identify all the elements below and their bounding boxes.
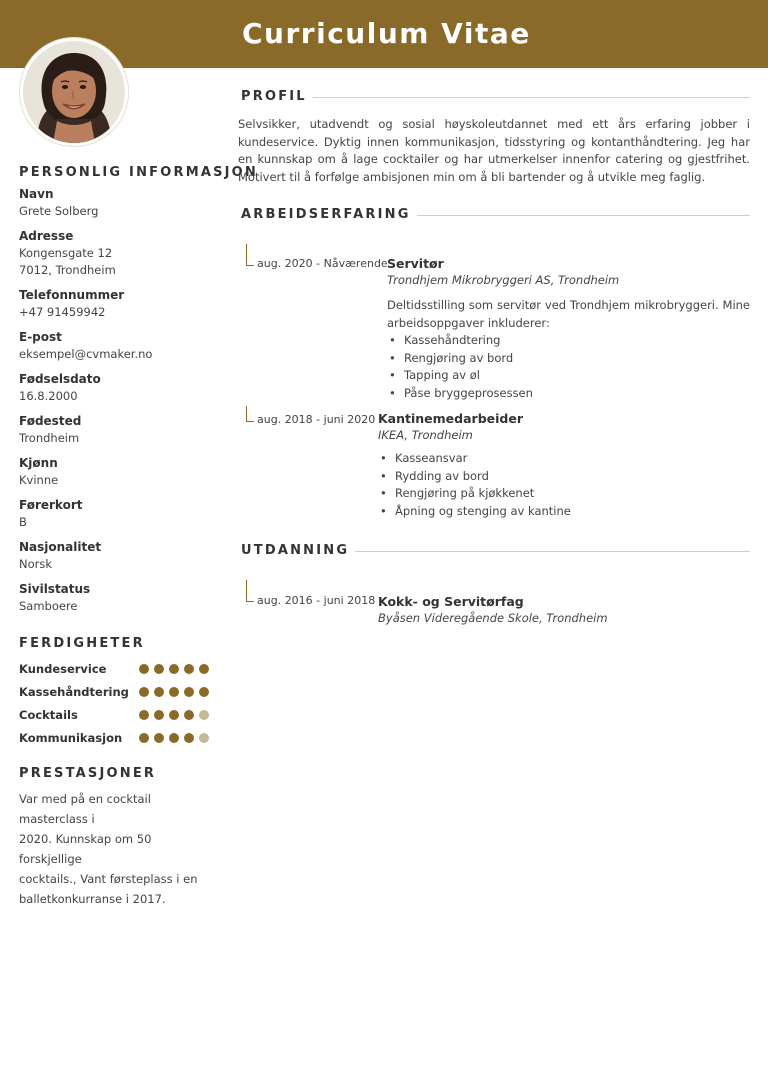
page-title: Curriculum Vitae bbox=[242, 17, 531, 50]
timeline-tick bbox=[246, 601, 254, 602]
profile-header bbox=[238, 86, 750, 108]
achievements-section bbox=[19, 765, 211, 909]
entry-task: • Åpning og stenging av kantine bbox=[378, 503, 750, 521]
rating-dot-filled bbox=[199, 687, 209, 697]
field-value-nationality: Norsk bbox=[19, 557, 53, 571]
field-label-birthplace: Fødested bbox=[19, 414, 82, 428]
rating-dot-filled bbox=[169, 687, 179, 697]
field-value-marital-status: Samboere bbox=[19, 599, 78, 613]
entry-organization: IKEA, Trondheim bbox=[378, 428, 473, 442]
skill-rating bbox=[139, 733, 209, 743]
skills-heading: FERDIGHETER bbox=[19, 636, 145, 651]
section-divider bbox=[355, 551, 750, 552]
experience-header bbox=[238, 204, 750, 226]
entry-date: aug. 2018 - juni 2020 bbox=[257, 413, 376, 426]
entry-task: • Rydding av bord bbox=[378, 468, 750, 486]
entry-task: • Rengjøring av bord bbox=[387, 350, 750, 368]
field-value-license: B bbox=[19, 515, 27, 529]
skill-row bbox=[19, 703, 209, 726]
profile-text: Selvsikker, utadvendt og sosial høyskoleutdannet med ett års erfaring jobber i kundeservice. Dyktig innen kommunikasjon, tidsstyring og kontanthåndtering. Jeg har en kunnskap om å lage cocktailer og har utmerkelser innenfor catering og gjestfrihet. Motivert til å forfølge ambisjonen min om å bli bartender og å utvikle meg faglig. bbox=[238, 117, 750, 184]
field-label-birthdate: Fødselsdato bbox=[19, 372, 101, 386]
entry-task: • Tapping av øl bbox=[387, 367, 750, 385]
skills-section bbox=[19, 635, 211, 749]
field-value-email: eksempel@cvmaker.no bbox=[19, 347, 153, 361]
personal-info-heading: PERSONLIG INFORMASJON bbox=[19, 165, 259, 180]
field-label-email: E-post bbox=[19, 330, 62, 344]
achievements-text bbox=[19, 789, 211, 909]
field-value-birthdate: 16.8.2000 bbox=[19, 389, 78, 403]
rating-dot-filled bbox=[184, 710, 194, 720]
section-divider bbox=[313, 97, 750, 98]
entry-task: • Påse bryggeprosessen bbox=[387, 385, 750, 403]
achievements-line: balletkonkurranse i 2017. bbox=[19, 892, 166, 906]
achievements-line: Var med på en cocktail masterclass i bbox=[19, 792, 151, 826]
avatar bbox=[20, 38, 128, 146]
experience-heading: ARBEIDSERFARING bbox=[241, 207, 411, 222]
skill-rating bbox=[139, 710, 209, 720]
skill-row bbox=[19, 680, 209, 703]
entry-organization: Byåsen Videregående Skole, Trondheim bbox=[378, 611, 608, 625]
rating-dot-filled bbox=[184, 733, 194, 743]
entry-role: Kokk- og Servitørfag bbox=[378, 594, 524, 609]
experience-entry bbox=[238, 410, 750, 520]
education-entry bbox=[238, 580, 750, 627]
field-label-nationality: Nasjonalitet bbox=[19, 540, 102, 554]
rating-dot-empty bbox=[199, 710, 209, 720]
timeline-tick bbox=[246, 421, 254, 422]
field-value-address-city: 7012, Trondheim bbox=[19, 263, 116, 277]
profile-heading: PROFIL bbox=[241, 89, 307, 104]
field-value-phone: +47 91459942 bbox=[19, 305, 106, 319]
education-header bbox=[238, 540, 750, 562]
experience-entry bbox=[238, 244, 750, 402]
skill-name: Cocktails bbox=[19, 707, 78, 722]
rating-dot-filled bbox=[154, 710, 164, 720]
rating-dot-filled bbox=[139, 664, 149, 674]
right-column bbox=[238, 86, 750, 627]
rating-dot-filled bbox=[184, 687, 194, 697]
entry-task: • Kassehåndtering bbox=[387, 332, 750, 350]
field-label-phone: Telefonnummer bbox=[19, 288, 125, 302]
field-value-address-street: Kongensgate 12 bbox=[19, 246, 113, 260]
timeline-bar bbox=[246, 580, 247, 602]
rating-dot-filled bbox=[184, 664, 194, 674]
timeline-tick bbox=[246, 265, 254, 266]
skill-name: Kundeservice bbox=[19, 661, 107, 676]
skill-rating bbox=[139, 664, 209, 674]
rating-dot-filled bbox=[154, 733, 164, 743]
field-value-gender: Kvinne bbox=[19, 473, 59, 487]
rating-dot-filled bbox=[199, 664, 209, 674]
field-value-birthplace: Trondheim bbox=[19, 431, 80, 445]
rating-dot-filled bbox=[139, 710, 149, 720]
entry-role: Servitør bbox=[387, 256, 444, 271]
timeline-bar bbox=[246, 406, 247, 422]
field-label-address: Adresse bbox=[19, 229, 74, 243]
achievements-heading: PRESTASJONER bbox=[19, 766, 157, 781]
entry-description: Deltidsstilling som servitør ved Trondhjem mikrobryggeri. Mine arbeidsoppgaver inkluderer: bbox=[387, 298, 750, 330]
entry-role: Kantinemedarbeider bbox=[378, 411, 524, 426]
rating-dot-filled bbox=[169, 733, 179, 743]
skill-name: Kommunikasjon bbox=[19, 730, 123, 745]
rating-dot-filled bbox=[139, 733, 149, 743]
field-label-license: Førerkort bbox=[19, 498, 83, 512]
entry-task-list bbox=[387, 332, 750, 402]
entry-date: aug. 2020 - Nåværende bbox=[257, 257, 388, 270]
rating-dot-filled bbox=[169, 710, 179, 720]
rating-dot-filled bbox=[169, 664, 179, 674]
rating-dot-filled bbox=[154, 664, 164, 674]
rating-dot-empty bbox=[199, 733, 209, 743]
skill-name: Kassehåndtering bbox=[19, 684, 129, 699]
entry-task: • Kasseansvar bbox=[378, 450, 750, 468]
entry-task: • Rengjøring på kjøkkenet bbox=[378, 485, 750, 503]
education-heading: UTDANNING bbox=[241, 543, 350, 558]
field-label-name: Navn bbox=[19, 187, 54, 201]
entry-task-list bbox=[378, 450, 750, 520]
field-label-marital-status: Sivilstatus bbox=[19, 582, 91, 596]
field-label-gender: Kjønn bbox=[19, 456, 58, 470]
achievements-line: cocktails., Vant førsteplass i en bbox=[19, 872, 198, 886]
skill-row bbox=[19, 657, 209, 680]
skill-row bbox=[19, 726, 209, 749]
skill-rating bbox=[139, 687, 209, 697]
entry-organization: Trondhjem Mikrobryggeri AS, Trondheim bbox=[387, 273, 620, 287]
left-column bbox=[19, 164, 259, 909]
portrait-photo bbox=[23, 41, 125, 143]
entry-date: aug. 2016 - juni 2018 bbox=[257, 594, 376, 607]
rating-dot-filled bbox=[139, 687, 149, 697]
field-value-name: Grete Solberg bbox=[19, 204, 99, 218]
timeline-bar bbox=[246, 244, 247, 266]
section-divider bbox=[417, 215, 750, 216]
achievements-line: 2020. Kunnskap om 50 forskjellige bbox=[19, 832, 152, 866]
rating-dot-filled bbox=[154, 687, 164, 697]
